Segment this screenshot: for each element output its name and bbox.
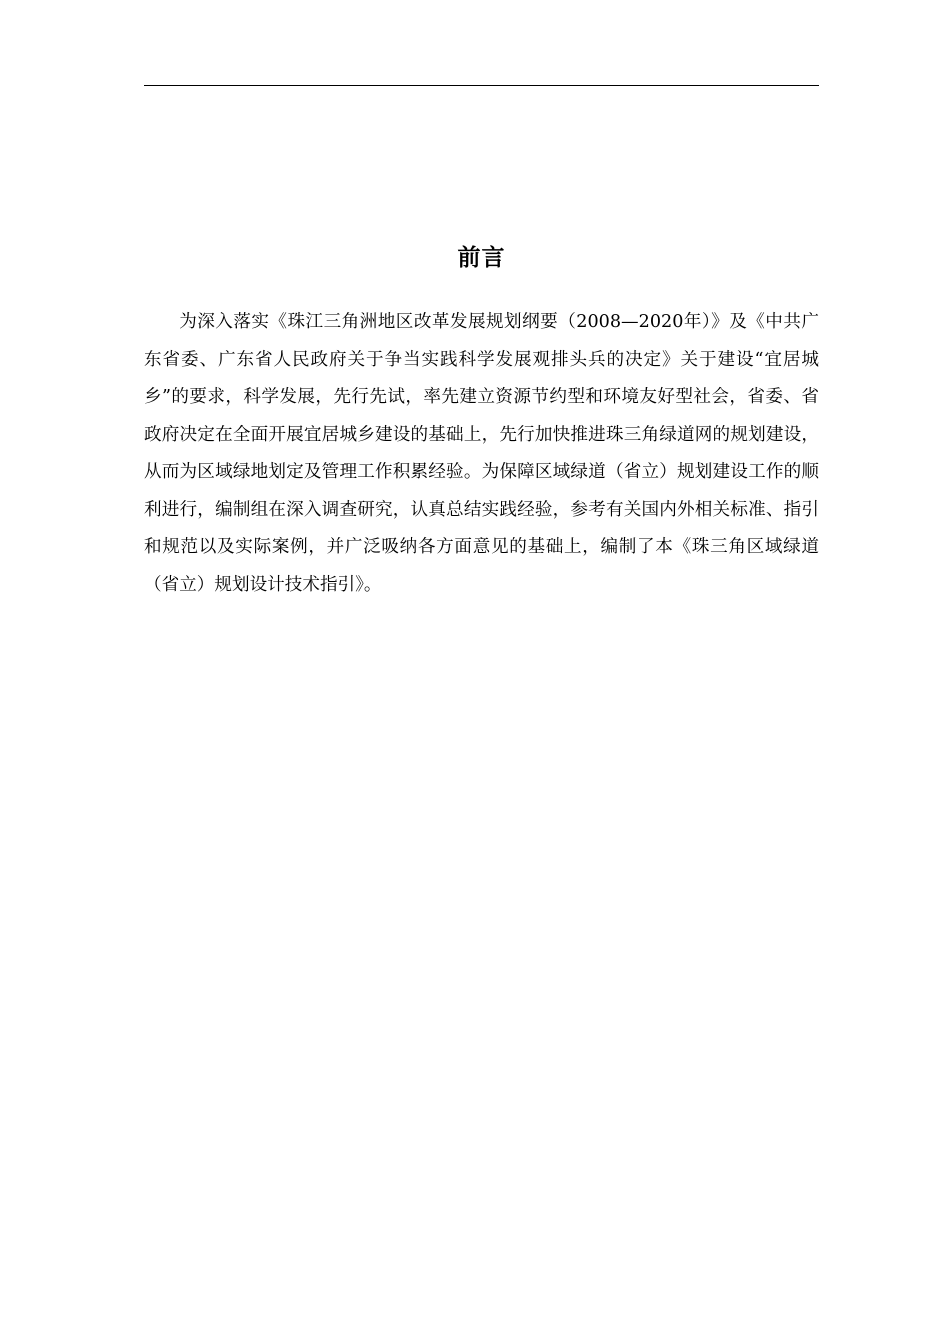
preface-paragraph: 为深入落实《珠江三角洲地区改革发展规划纲要（2008—2020年）》及《中共广东省委、广东省人民政府关于争当实践科学发展观排头兵的决定》关于建设“宜居城乡”的要求，科学发展，先行先试，率先建立资源节约型和环境友好型社会，省委、省政府决定在全面开展宜居城乡建设的基础上，先行加快推进珠三角绿道网的规划建设，从而为区域绿地划定及管理工作积累经验。为保障区域绿道（省立）规划建设工作的顺利进行，编制组在深入调查研究，认真总结实践经验，参考有关国内外相关标准、指引和规范以及实际案例，并广泛吸纳各方面意见的基础上，编制了本《珠三角区域绿道（省立）规划设计技术指引》。: [144, 312, 819, 595]
header-rule: [144, 85, 819, 86]
page-title: 前言: [457, 245, 506, 271]
